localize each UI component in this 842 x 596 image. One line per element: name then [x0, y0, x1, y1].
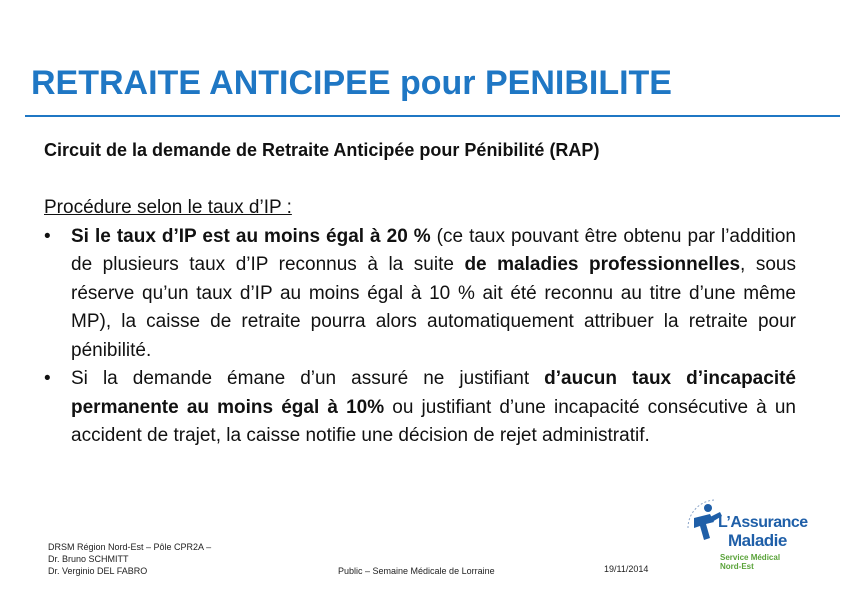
footer-event: Public – Semaine Médicale de Lorraine	[338, 566, 495, 576]
slide-body	[44, 194, 796, 451]
bullet2-bold: d’aucun taux d’incapacité permanente au moins égal à 10%	[71, 368, 796, 418]
slide-subtitle: Circuit de la demande de Retraite Anticipée pour Pénibilité (RAP)	[44, 140, 600, 160]
footer-author-1: Dr. Bruno SCHMITT	[48, 554, 129, 564]
list-item	[44, 223, 796, 366]
bullet1-bold-mp: de maladies professionnelles	[464, 254, 741, 275]
bullet-list	[44, 223, 796, 451]
title-divider	[25, 115, 840, 117]
bullet2-text-b: ou justifiant d’une incapacité consécutive à un accident de trajet, la caisse notifie une décision de rejet administratif.	[71, 396, 796, 446]
slide-title: RETRAITE ANTICIPEE pour PENIBILITE	[31, 64, 672, 102]
footer-date: 19/11/2014	[604, 564, 649, 574]
footer-author-2: Dr. Verginio DEL FABRO	[48, 566, 148, 576]
footer-authors	[48, 541, 211, 577]
logo-sub-1: Service Médical	[720, 553, 781, 562]
bullet2-text-a: Si la demande émane d’un assuré ne justifiant	[71, 368, 545, 389]
logo-line-1: L’Assurance	[718, 514, 808, 531]
logo-line-2: Maladie	[728, 531, 787, 550]
bullet-icon: •	[44, 225, 51, 247]
bullet1-text-a: (ce taux pouvant être obtenu par l’addition de plusieurs taux d’IP reconnus à la suite	[71, 225, 796, 275]
bullet-icon: •	[44, 368, 51, 389]
logo-sub-2: Nord-Est	[720, 562, 754, 571]
list-item	[44, 365, 796, 451]
procedure-label: Procédure selon le taux d’IP :	[44, 197, 292, 218]
footer-org: DRSM Région Nord-Est – Pôle CPR2A –	[48, 542, 212, 552]
bullet1-text-b: , sous réserve qu’un taux d’IP au moins égal à 10 % ait été reconnu au titre d’une même MP), la caisse de retraite pourra alors automatiquement attribuer la retraite pour pénibilité.	[71, 254, 796, 361]
bullet1-bold-lead: Si le taux d’IP est au moins égal à 20 %	[71, 225, 431, 247]
